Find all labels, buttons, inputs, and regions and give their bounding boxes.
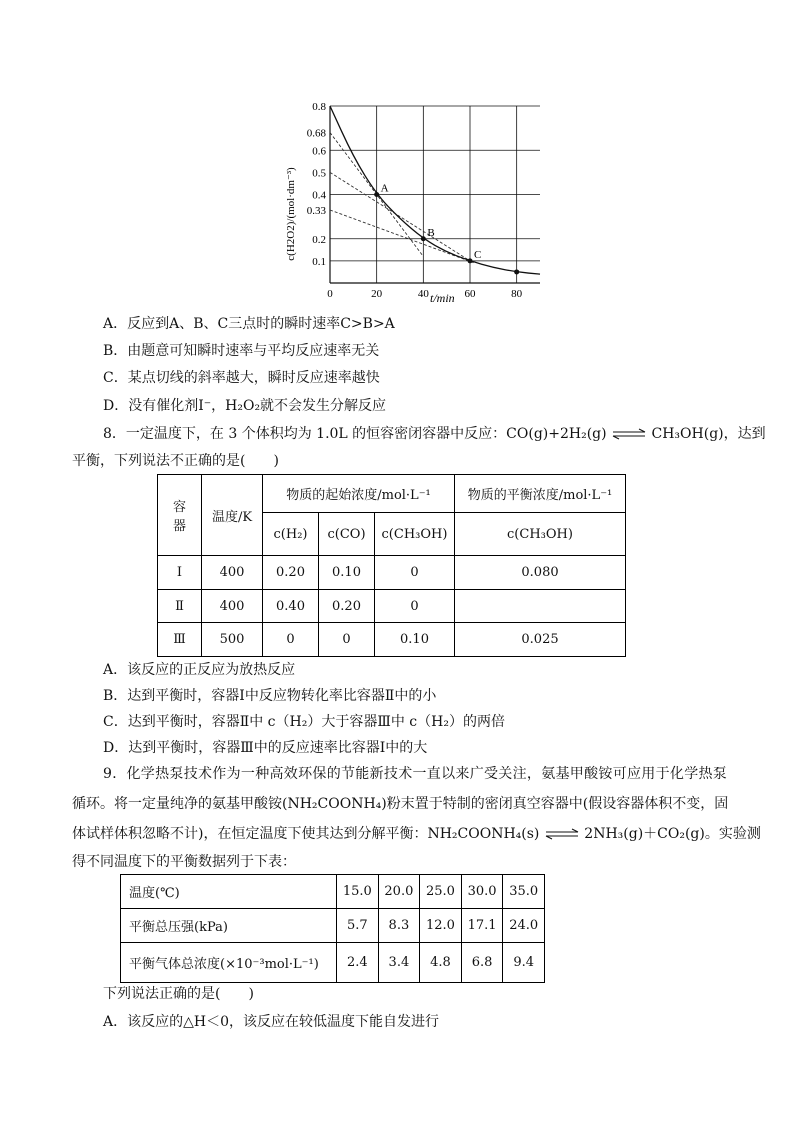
q8-header-equil: 物质的平衡浓度/mol·L⁻¹: [455, 475, 626, 513]
y-tick-label: 0.4: [312, 189, 326, 202]
q9-ask: 下列说法正确的是( ): [103, 986, 254, 1002]
q9-stem-part1: 体试样体积忽略不计)，在恒定温度下使其达到分解平衡：NH₂COONH₄(s): [72, 826, 540, 842]
table-cell: [455, 590, 626, 623]
x-tick-label: 60: [464, 288, 476, 300]
y-tick-label: 0.33: [306, 204, 326, 217]
table-cell: 0: [375, 556, 455, 590]
q9-stem-part2: 2NH₃(g)＋CO₂(g)。实验测: [584, 826, 761, 842]
x-tick-label: 20: [371, 288, 383, 300]
table-row: [121, 875, 545, 909]
table-cell: 6.8: [461, 943, 503, 983]
chart-y-ticks: [307, 101, 327, 268]
q7-option-c: C．某点切线的斜率越大，瞬时反应速率越快: [103, 370, 380, 386]
q9-table: [120, 874, 545, 983]
table-cell: 500: [202, 623, 263, 657]
table-cell: 8.3: [378, 909, 420, 943]
table-cell: 400: [202, 590, 263, 623]
data-point: [468, 258, 473, 263]
equilibrium-arrow-icon: [611, 428, 647, 440]
table-cell: 0.10: [375, 623, 455, 657]
table-cell: Ⅲ: [158, 623, 202, 657]
q8-sub-co: c(CO): [319, 513, 375, 556]
x-tick-label: 40: [417, 288, 429, 300]
table-cell: 0.40: [263, 590, 319, 623]
table-cell: 0: [263, 623, 319, 657]
table-cell: 0.20: [319, 590, 375, 623]
q9-stem-line1: 9．化学热泵技术作为一种高效环保的节能新技术一直以来广受关注，氨基甲酸铵可应用于化学热泵: [103, 766, 728, 782]
q8-option-a: A．该反应的正反应为放热反应: [103, 662, 296, 678]
y-axis-label: c(H2O2)/(mol·dm⁻³): [285, 167, 297, 261]
q7-option-b: B．由题意可知瞬时速率与平均反应速率无关: [103, 343, 380, 359]
table-cell: 3.4: [378, 943, 420, 983]
table-cell: 15.0: [337, 875, 379, 909]
table-cell: 30.0: [461, 875, 503, 909]
table-cell: 400: [202, 556, 263, 590]
point-label: B: [427, 226, 435, 239]
table-cell: 25.0: [420, 875, 462, 909]
q9-option-a: A．该反应的△H＜0，该反应在较低温度下能自发进行: [103, 1014, 439, 1030]
q8-sub-h2: c(H₂): [263, 513, 319, 556]
q8-header-temp: 温度/K: [202, 475, 263, 556]
table-cell: 35.0: [503, 875, 545, 909]
y-tick-label: 0.1: [312, 255, 326, 268]
q8-option-d: D．达到平衡时，容器Ⅲ中的反应速率比容器Ⅰ中的大: [103, 740, 428, 756]
q8-header-initial: 物质的起始浓度/mol·L⁻¹: [263, 475, 455, 513]
data-point: [514, 269, 519, 274]
q8-sub-ch3oh: c(CH₃OH): [375, 513, 455, 556]
table-cell: 平衡气体总浓度(×10⁻³mol·L⁻¹): [121, 943, 337, 983]
h2o2-concentration-chart: [280, 96, 550, 311]
x-tick-label: 0: [327, 288, 333, 300]
table-cell: 0.025: [455, 623, 626, 657]
chart-grid: [330, 106, 540, 283]
x-tick-label: 80: [511, 288, 523, 300]
q9-stem-line4: 得不同温度下的平衡数据列于下表：: [72, 854, 296, 870]
q9-stem-line3: [72, 824, 761, 844]
q7-option-a: A．反应到A、B、C三点时的瞬时速率C>B>A: [103, 316, 395, 332]
table-row: [158, 590, 626, 623]
table-cell: 0.080: [455, 556, 626, 590]
q8-stem-line2: 平衡，下列说法不正确的是( ): [72, 453, 279, 469]
table-row: [158, 623, 626, 657]
table-cell: 温度(℃): [121, 875, 337, 909]
table-cell: 2.4: [337, 943, 379, 983]
q8-stem-part1: 8．一定温度下，在 3 个体积均为 1.0L 的恒容密闭容器中反应：CO(g)+2H₂(g): [103, 426, 607, 442]
table-row: [158, 556, 626, 590]
y-tick-label: 0.68: [306, 127, 326, 140]
y-tick-label: 0.6: [312, 145, 326, 158]
q8-stem-part2: CH₃OH(g)，达到: [651, 426, 766, 442]
table-row: [121, 943, 545, 983]
q8-header-container: 容器: [158, 475, 202, 556]
data-point: [374, 192, 379, 197]
table-cell: 5.7: [337, 909, 379, 943]
table-cell: 20.0: [378, 875, 420, 909]
table-cell: Ⅱ: [158, 590, 202, 623]
q7-option-d: D．没有催化剂I⁻，H₂O₂就不会发生分解反应: [103, 398, 387, 414]
table-row: [121, 909, 545, 943]
y-tick-label: 0.2: [312, 233, 326, 246]
data-point: [421, 236, 426, 241]
q9-stem-line2: 循环。将一定量纯净的氨基甲酸铵(NH₂COONH₄)粉末置于特制的密闭真空容器中(假设容器体积不变，固: [72, 796, 729, 812]
table-cell: 4.8: [420, 943, 462, 983]
equilibrium-arrow-icon: [544, 828, 580, 840]
point-label: A: [380, 182, 389, 195]
q8-stem-line1: [103, 424, 766, 444]
table-cell: Ⅰ: [158, 556, 202, 590]
table-cell: 24.0: [503, 909, 545, 943]
q8-sub-ch3oh-eq: c(CH₃OH): [455, 513, 626, 556]
q8-option-b: B．达到平衡时，容器Ⅰ中反应物转化率比容器Ⅱ中的小: [103, 688, 437, 704]
table-cell: 0: [319, 623, 375, 657]
chart-x-ticks: [327, 288, 522, 300]
q8-option-c: C．达到平衡时，容器Ⅱ中 c（H₂）大于容器Ⅲ中 c（H₂）的两倍: [103, 714, 505, 730]
table-cell: 17.1: [461, 909, 503, 943]
point-label: C: [474, 248, 482, 261]
y-tick-label: 0.8: [312, 101, 326, 113]
y-tick-label: 0.5: [312, 167, 326, 180]
table-cell: 0.20: [263, 556, 319, 590]
table-cell: 9.4: [503, 943, 545, 983]
table-cell: 0: [375, 590, 455, 623]
table-cell: 平衡总压强(kPa): [121, 909, 337, 943]
x-axis-label: t/min: [430, 291, 455, 305]
table-cell: 0.10: [319, 556, 375, 590]
table-cell: 12.0: [420, 909, 462, 943]
tangent-line: [330, 172, 470, 261]
q8-table: [157, 474, 626, 657]
